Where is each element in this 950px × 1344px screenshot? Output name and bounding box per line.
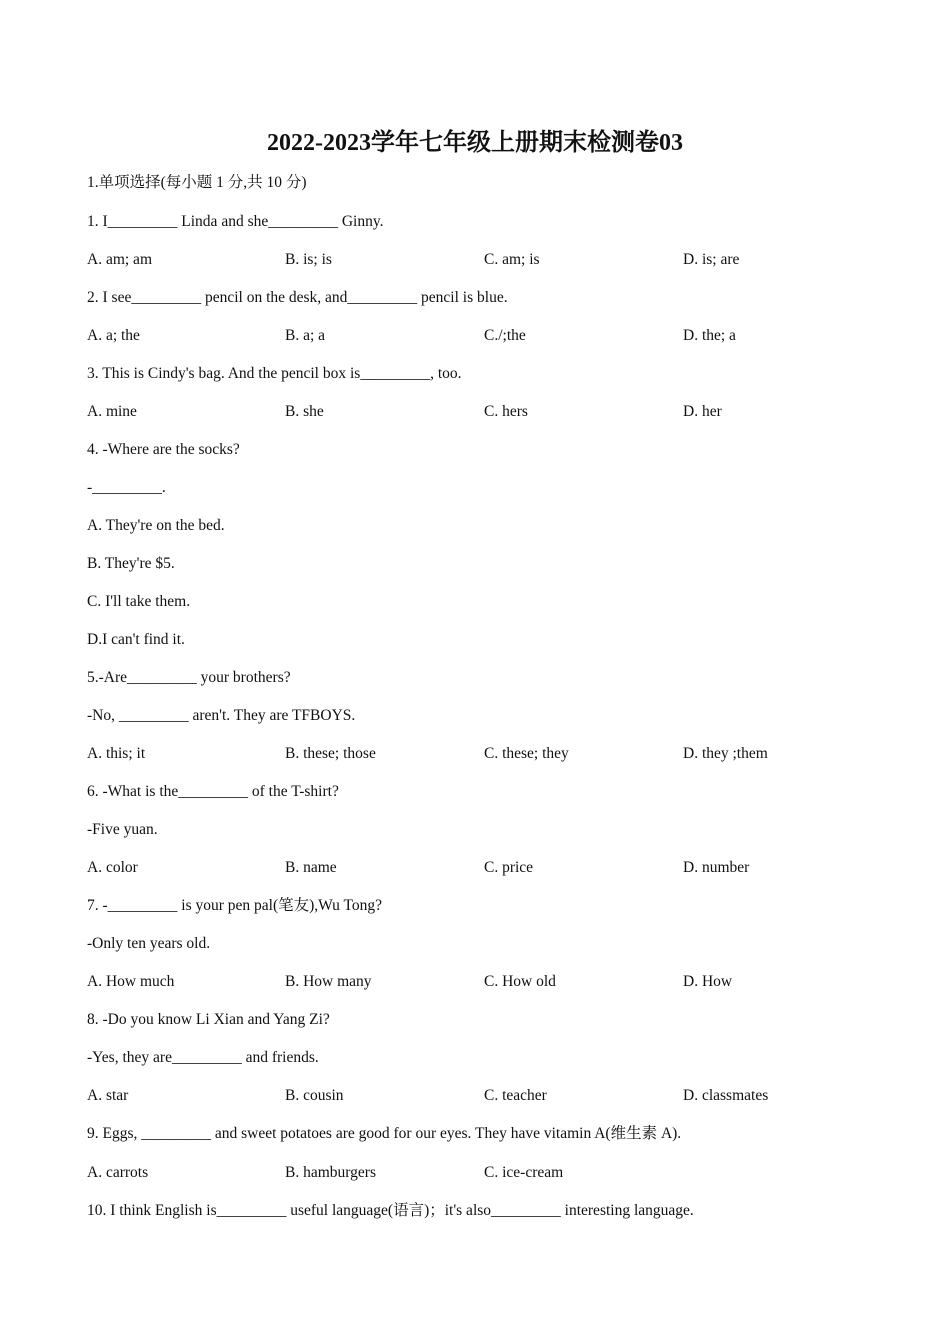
page-title: 2022-2023学年七年级上册期末检测卷03 [267, 130, 683, 156]
q6-option-b: B. name [285, 859, 337, 876]
q1-option-b: B. is; is [285, 251, 332, 268]
question-7-stem: 7. -_________ is your pen pal(笔友),Wu Tong? [87, 897, 383, 914]
q6-option-a: A. color [87, 859, 138, 876]
q7-option-c: C. How old [484, 973, 556, 990]
q7-option-a: A. How much [87, 973, 175, 990]
question-6-reply: -Five yuan. [87, 821, 158, 838]
q8-option-b: B. cousin [285, 1087, 344, 1104]
q2-option-a: A. a; the [87, 327, 140, 344]
q9-option-a: A. carrots [87, 1164, 149, 1181]
q4-option-b: B. They're $5. [87, 555, 175, 572]
q2-option-d: D. the; a [683, 327, 736, 344]
q4-option-a: A. They're on the bed. [87, 517, 225, 534]
q5-option-d: D. they ;them [683, 745, 768, 762]
q5-option-b: B. these; those [285, 745, 376, 762]
q9-option-b: B. hamburgers [285, 1164, 376, 1181]
q3-option-d: D. her [683, 403, 722, 420]
question-4-stem: 4. -Where are the socks? [87, 441, 240, 458]
question-7-reply: -Only ten years old. [87, 935, 211, 952]
q3-option-a: A. mine [87, 403, 137, 420]
q8-option-a: A. star [87, 1087, 129, 1104]
q3-option-b: B. she [285, 403, 324, 420]
question-3-stem: 3. This is Cindy's bag. And the pencil box is_________, too. [87, 365, 462, 382]
question-9-stem: 9. Eggs, _________ and sweet potatoes are good for our eyes. They have vitamin A(维生素 A). [87, 1125, 682, 1142]
q1-option-d: D. is; are [683, 251, 740, 268]
q1-option-a: A. am; am [87, 251, 152, 268]
q2-option-c: C./;the [484, 327, 526, 344]
question-2-stem: 2. I see_________ pencil on the desk, and_________ pencil is blue. [87, 289, 508, 306]
q4-option-d: D.I can't find it. [87, 631, 185, 648]
q5-option-a: A. this; it [87, 745, 146, 762]
q8-option-c: C. teacher [484, 1087, 547, 1104]
question-5-reply: -No, _________ aren't. They are TFBOYS. [87, 707, 356, 724]
question-8-stem: 8. -Do you know Li Xian and Yang Zi? [87, 1011, 330, 1028]
q4-option-c: C. I'll take them. [87, 593, 191, 610]
q7-option-d: D. How [683, 973, 733, 990]
q3-option-c: C. hers [484, 403, 528, 420]
question-4-answer-line: -_________. [87, 479, 166, 496]
section-heading: 1.单项选择(每小题 1 分,共 10 分) [87, 174, 307, 191]
q7-option-b: B. How many [285, 973, 372, 990]
q5-option-c: C. these; they [484, 745, 569, 762]
question-5-stem: 5.-Are_________ your brothers? [87, 669, 291, 686]
question-1-stem: 1. I_________ Linda and she_________ Ginny. [87, 213, 384, 230]
q2-option-b: B. a; a [285, 327, 326, 344]
question-6-stem: 6. -What is the_________ of the T-shirt? [87, 783, 339, 800]
q8-option-d: D. classmates [683, 1087, 769, 1104]
q9-option-c: C. ice-cream [484, 1164, 564, 1181]
question-8-reply: -Yes, they are_________ and friends. [87, 1049, 319, 1066]
q1-option-c: C. am; is [484, 251, 540, 268]
q6-option-c: C. price [484, 859, 534, 876]
question-10-stem: 10. I think English is_________ useful language(语言)；it's also_________ interesting language. [87, 1202, 694, 1219]
q6-option-d: D. number [683, 859, 750, 876]
